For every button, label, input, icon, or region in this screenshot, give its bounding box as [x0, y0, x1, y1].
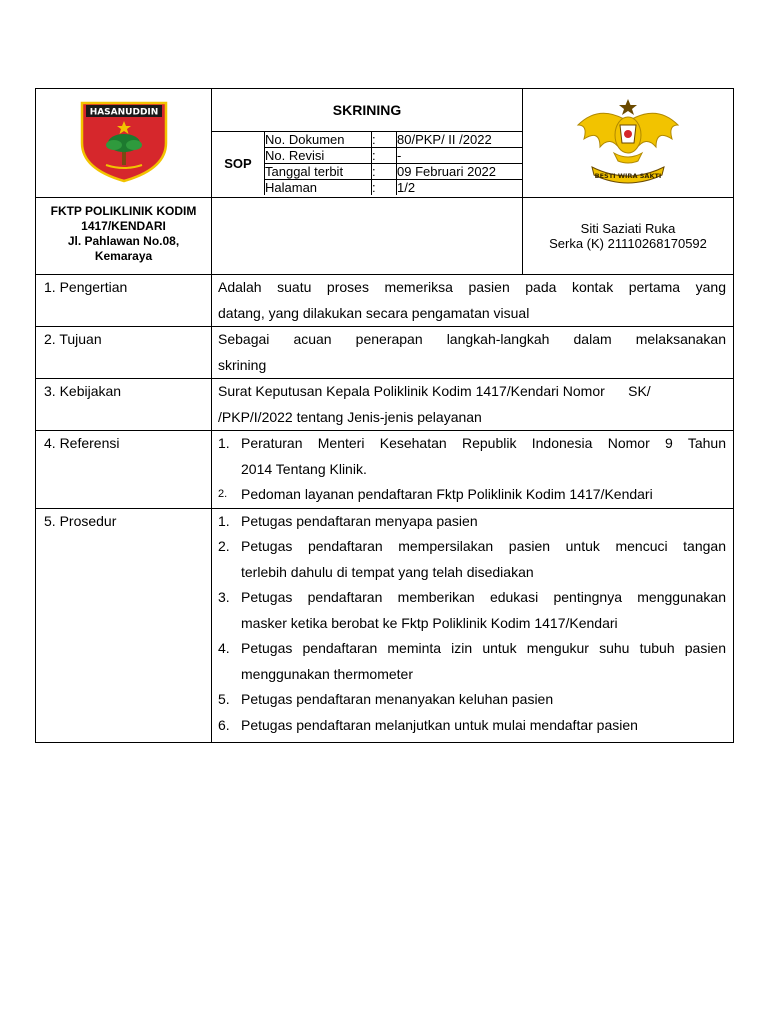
section-label: 2. Tujuan [36, 327, 212, 379]
right-logo-cell [523, 89, 734, 198]
doc-info-value: - [397, 148, 523, 164]
list-item [218, 509, 726, 535]
item-number: 1. [218, 512, 230, 529]
logo-motto-text: BESTI WIRA SAKTI [594, 171, 662, 180]
signatory-name: Siti Saziati Ruka [580, 221, 676, 236]
clinic-info [36, 198, 212, 275]
doc-info-label: No. Dokumen [265, 132, 372, 148]
doc-info-sep: : [372, 180, 397, 196]
list-item [218, 534, 726, 585]
text-line: Petugas pendaftaran melanjutkan untuk mulai mendaftar pasien [241, 716, 638, 733]
text-line: Surat Keputusan Kepala Poliklinik Kodim 1417/Kendari Nomor SK/ [218, 383, 651, 399]
doc-info-label: No. Revisi [265, 148, 372, 164]
section-label: 5. Prosedur [36, 508, 212, 743]
clinic-row [36, 198, 734, 275]
header-row [36, 89, 734, 198]
item-number: 1. [218, 435, 230, 451]
clinic-middle-empty [212, 198, 523, 275]
signatory-rank: Serka (K) 21110268170592 [549, 236, 707, 251]
text-line: terlebih dahulu di tempat yang telah disediakan [241, 563, 534, 580]
text-line: skrining [218, 356, 267, 373]
section-tujuan [36, 327, 734, 379]
item-number: 4. [218, 640, 230, 656]
section-body [212, 508, 734, 743]
list-item [218, 431, 726, 482]
doc-info-label: Tanggal terbit [265, 164, 372, 180]
item-number: 6. [218, 716, 230, 733]
signatory [523, 198, 734, 275]
section-label: 3. Kebijakan [36, 379, 212, 431]
left-logo-cell [36, 89, 212, 198]
sop-table [35, 88, 734, 743]
section-pengertian [36, 275, 734, 327]
doc-info-grid [212, 131, 522, 195]
text-line: 2014 Tentang Klinik. [241, 460, 367, 477]
clinic-line: 1417/KENDARI [81, 219, 166, 233]
text-line: datang, yang dilakukan secara pengamatan visual [218, 304, 530, 321]
item-number: 2. [218, 488, 228, 500]
list-item [218, 585, 726, 636]
text-line: Peraturan Menteri Kesehatan Republik Indonesia Nomor 9 Tahun [241, 435, 726, 451]
clinic-line: Kemaraya [94, 249, 153, 263]
sop-document [35, 88, 733, 743]
doc-info-sep: : [372, 164, 397, 180]
text-line: Petugas pendaftaran meminta izin untuk mengukur suhu tubuh pasien [241, 640, 726, 656]
text-line: Pedoman layanan pendaftaran Fktp Poliklinik Kodim 1417/Kendari [241, 486, 653, 502]
text-line: menggunakan thermometer [241, 665, 413, 682]
list-item [218, 713, 726, 739]
section-referensi [36, 431, 734, 509]
list-item [218, 636, 726, 687]
sop-label: SOP [212, 132, 265, 196]
doc-info-sep: : [372, 148, 397, 164]
doc-info-sep: : [372, 132, 397, 148]
document-title: SKRINING [332, 102, 402, 118]
section-label: 4. Referensi [36, 431, 212, 509]
garuda-eagle-emblem-icon [570, 95, 686, 187]
text-line: /PKP/I/2022 tentang Jenis-jenis pelayanan [218, 408, 482, 425]
doc-info-value: 80/PKP/ II /2022 [397, 132, 523, 148]
clinic-line: FKTP POLIKLINIK KODIM [50, 204, 197, 218]
list-item [218, 687, 726, 713]
doc-info-value: 1/2 [397, 180, 523, 196]
item-number: 3. [218, 589, 230, 605]
section-prosedur [36, 508, 734, 743]
text-line: Adalah suatu proses memeriksa pasien pada kontak pertama yang [218, 279, 726, 295]
text-line: Sebagai acuan penerapan langkah-langkah dalam melaksanakan [218, 331, 726, 347]
section-body [212, 327, 734, 379]
doc-info-label: Halaman [265, 180, 372, 196]
section-body [212, 275, 734, 327]
reference-list [218, 431, 726, 508]
section-kebijakan [36, 379, 734, 431]
doc-info-value: 09 Februari 2022 [397, 164, 523, 180]
text-line: Petugas pendaftaran menyapa pasien [241, 512, 478, 529]
list-item [218, 482, 726, 508]
text-line: Petugas pendaftaran menanyakan keluhan pasien [241, 691, 554, 707]
hasanuddin-emblem-icon [74, 99, 174, 183]
title-cell [212, 89, 523, 198]
item-number: 5. [218, 691, 230, 707]
section-body [212, 431, 734, 509]
section-body [212, 379, 734, 431]
item-number: 2. [218, 538, 230, 554]
text-line: masker ketika berobat ke Fktp Poliklinik Kodim 1417/Kendari [241, 614, 618, 631]
text-line: Petugas pendaftaran memberikan edukasi pentingnya menggunakan [241, 589, 726, 605]
procedure-list [218, 509, 726, 739]
clinic-line: Jl. Pahlawan No.08, [67, 234, 180, 248]
text-line: Petugas pendaftaran mempersilakan pasien untuk mencuci tangan [241, 538, 726, 554]
section-label: 1. Pengertian [36, 275, 212, 327]
logo-banner-text: HASANUDDIN [89, 107, 158, 117]
